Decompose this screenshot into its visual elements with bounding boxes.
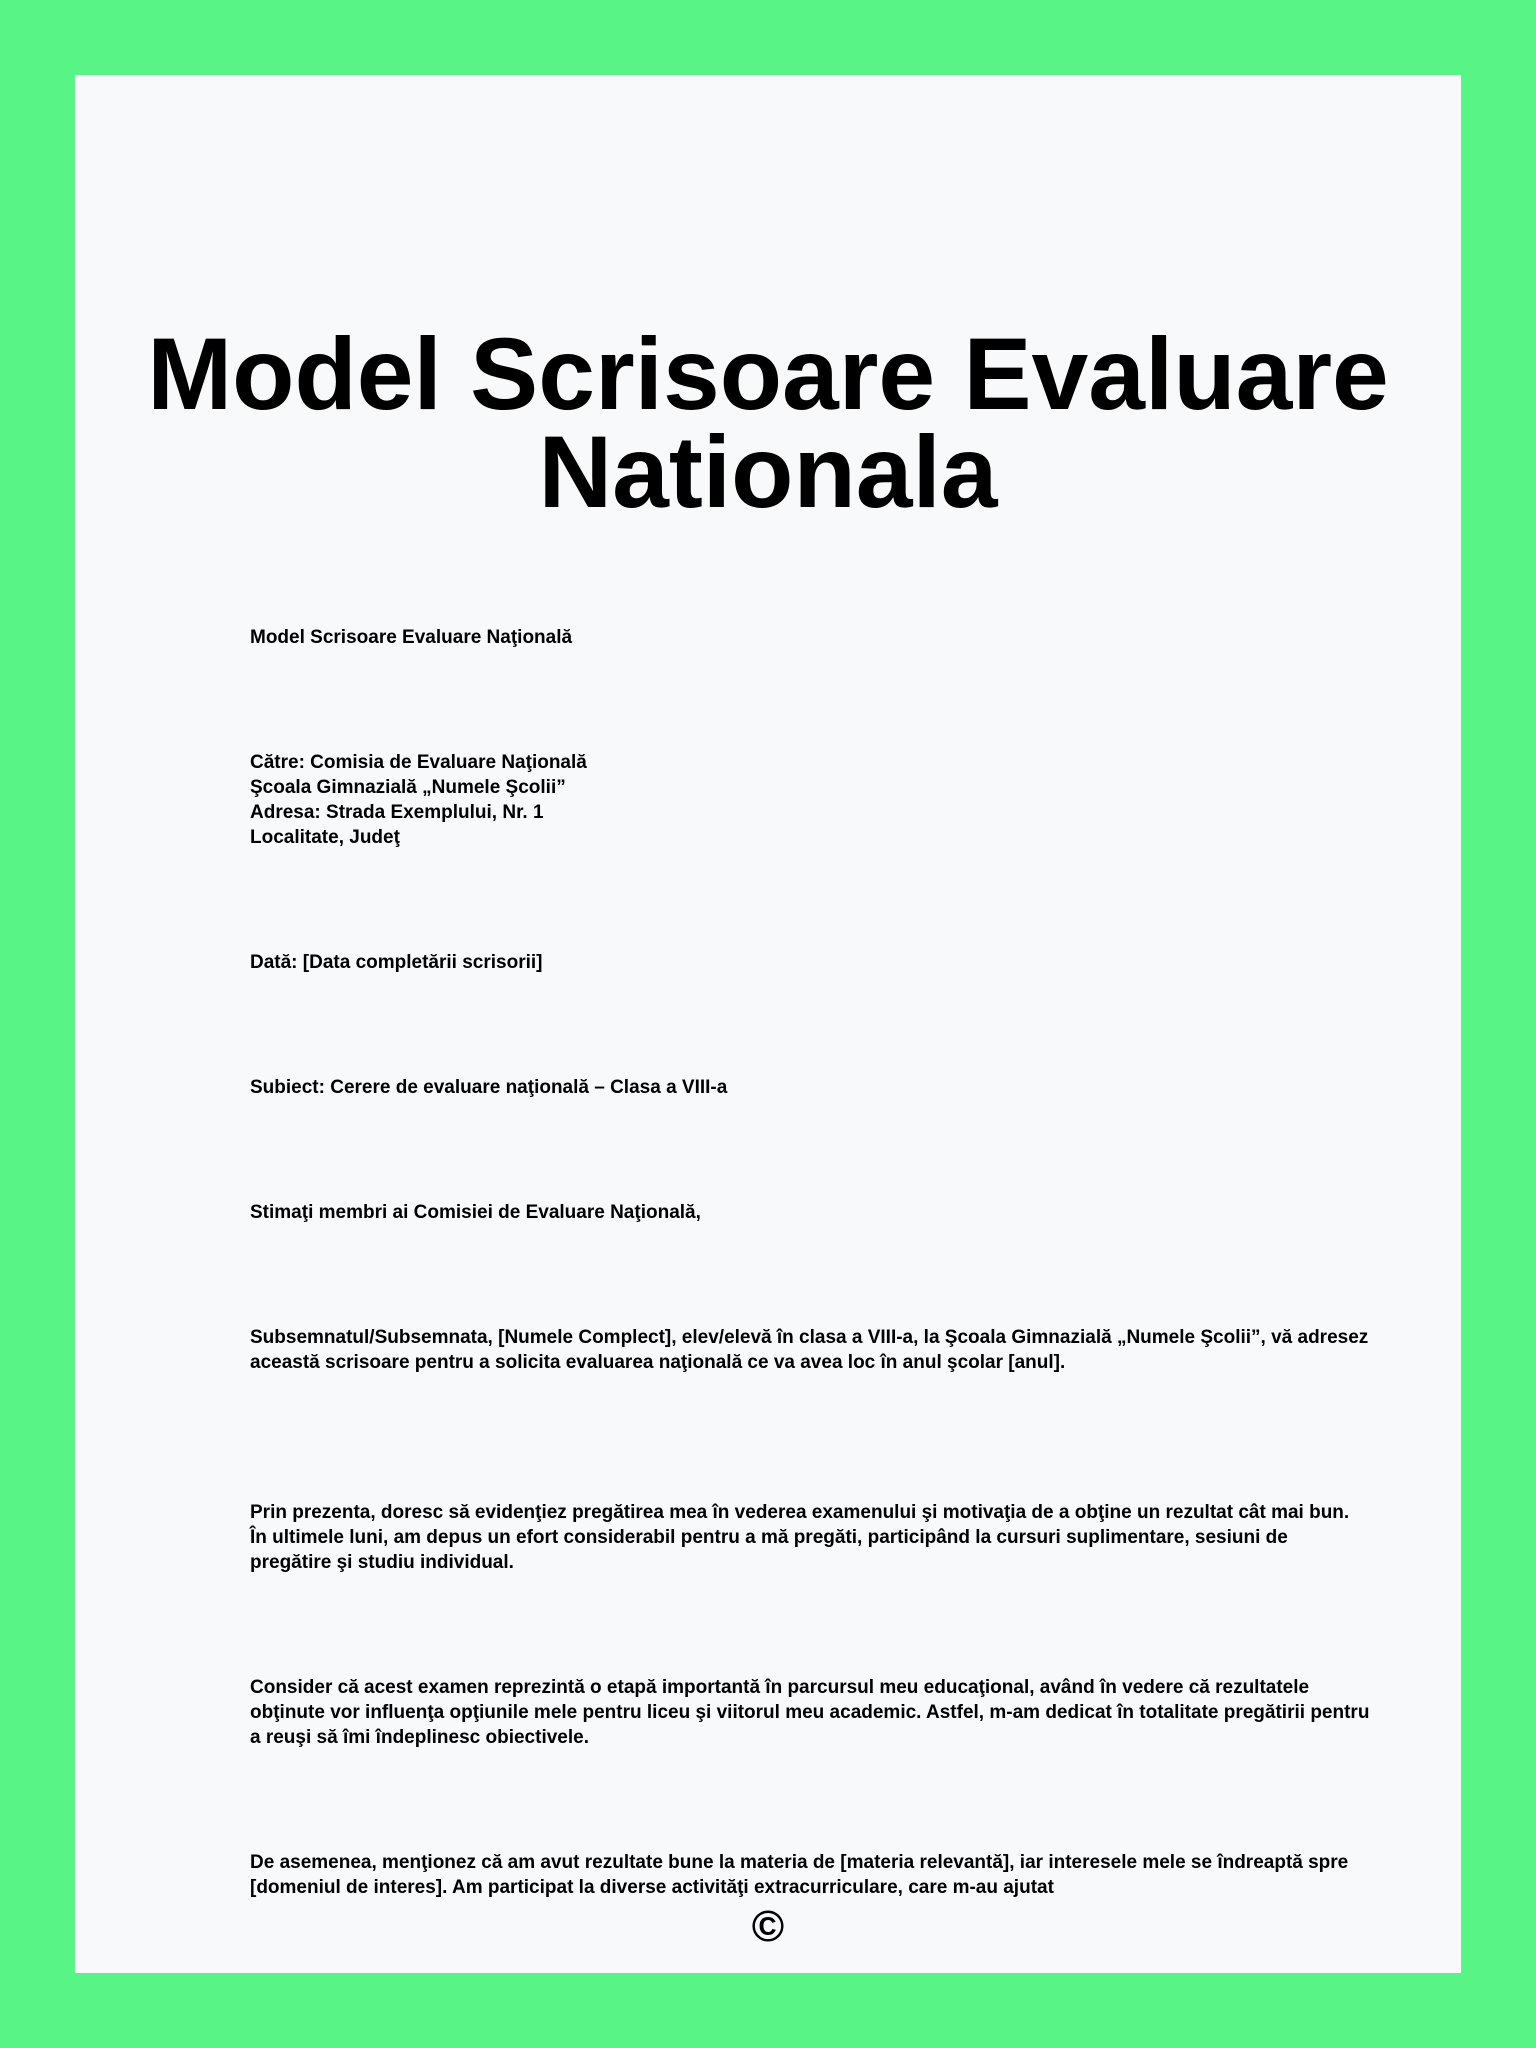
recipient-block — [250, 750, 587, 850]
document-page — [75, 75, 1461, 1973]
letter-date: Dată: [Data completării scrisorii] — [250, 952, 543, 973]
letter-paragraph: Subsemnatul/Subsemnata, [Numele Complect], elev/elevă în clasa a VIII-a, la Şcoala Gimnazială „Numele Şcolii”, vă adresez această scrisoare pentru a solicita evaluarea naţională ce va avea loc în anul şcolar [anul]. — [250, 1327, 1369, 1373]
recipient-line: Localitate, Judeţ — [250, 827, 400, 848]
letter-paragraph: De asemenea, menţionez că am avut rezultate bune la materia de [materia relevantă], iar interesele mele se îndreaptă spre [domeniul de interes]. Am participat la diverse activităţi extracurriculare, care m-au ajutat — [250, 1852, 1349, 1898]
letter-heading: Model Scrisoare Evaluare Naţională — [250, 627, 573, 648]
letter-paragraph: Prin prezenta, doresc să evidenţiez pregătirea mea în vederea examenului şi motivaţia de a obţine un rezultat cât mai bun. În ultimele luni, am depus un efort considerabil pentru a mă pregăti, participând la cursuri suplimentare, sesiuni de pregătire şi studiu individual. — [250, 1502, 1350, 1573]
letter-subject: Subiect: Cerere de evaluare naţională – Clasa a VIII-a — [250, 1077, 728, 1098]
recipient-line: Adresa: Strada Exemplului, Nr. 1 — [250, 802, 544, 823]
letter-paragraph: Consider că acest examen reprezintă o etapă importantă în parcursul meu educaţional, având în vedere că rezultatele obţinute vor influenţa opţiunile mele pentru liceu şi viitorul meu academic. Astfel, m-am dedicat în totalitate pregătirii pentru a reuşi să îmi îndeplinesc obiectivele. — [250, 1677, 1370, 1748]
letter-greeting: Stimaţi membri ai Comisiei de Evaluare Naţională, — [250, 1202, 701, 1223]
recipient-line: Şcoala Gimnazială „Numele Şcolii” — [250, 777, 566, 798]
recipient-line: Către: Comisia de Evaluare Naţională — [250, 752, 587, 773]
page-title: Model Scrisoare Evaluare Nationala — [147, 317, 1389, 529]
copyright-mark: © — [751, 1902, 785, 1951]
